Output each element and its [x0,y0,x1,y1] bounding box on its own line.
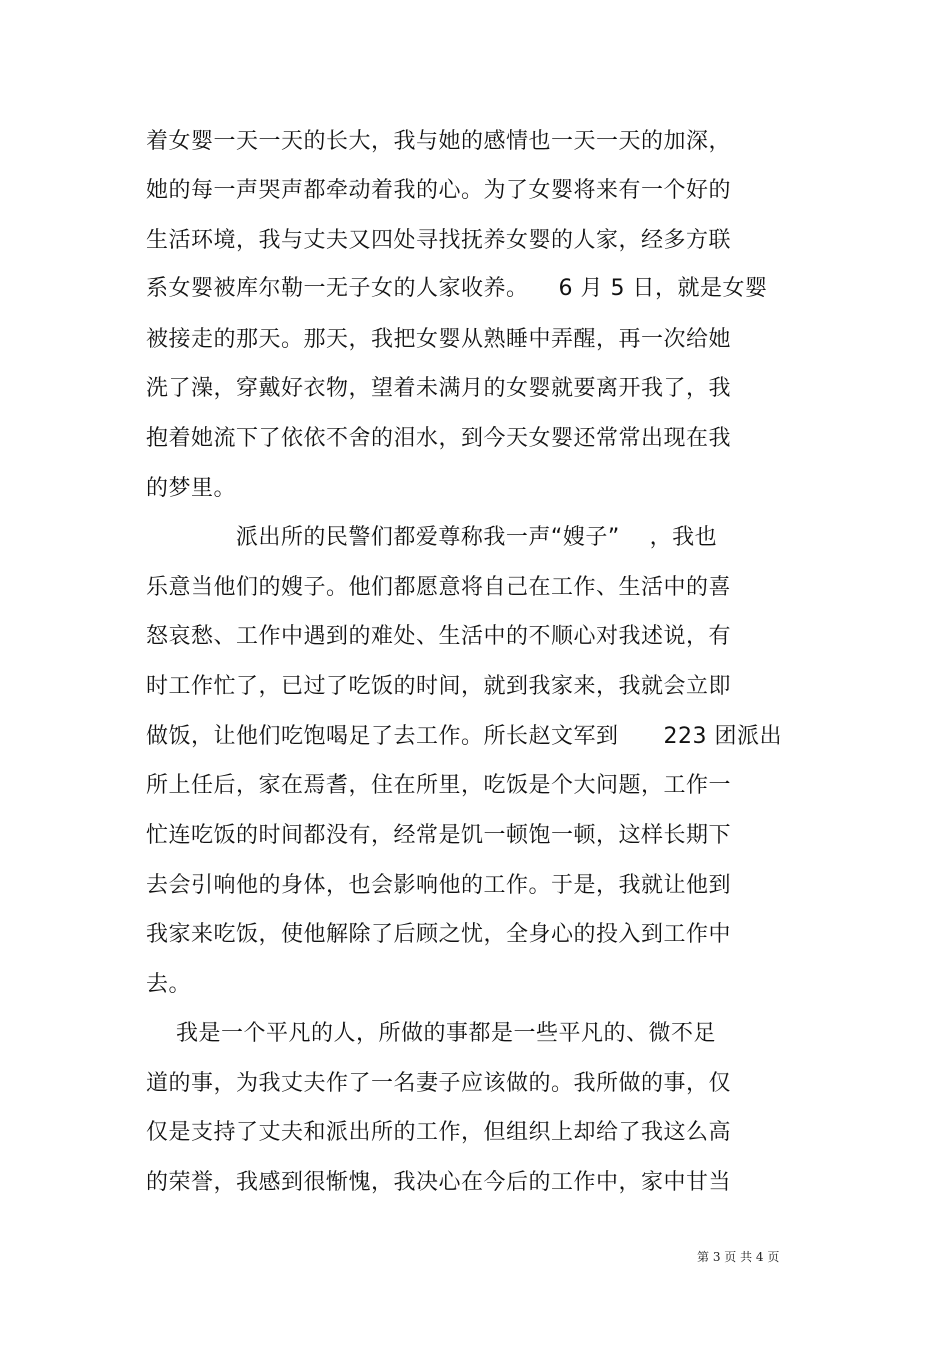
body-line: 洗了澡，穿戴好衣物，望着未满月的女婴就要离开我了，我 [146,376,732,401]
body-line: 我家来吃饭，使他解除了后顾之忧，全身心的投入到工作中 [146,922,732,947]
body-line: 所上任后，家在焉耆，住在所里，吃饭是个大问题，工作一 [146,773,732,798]
body-line: 的梦里。 [146,476,237,501]
body-line: 仅是支持了丈夫和派出所的工作，但组织上却给了我这么高 [146,1120,732,1145]
body-line: 时工作忙了，已过了吃饭的时间，就到我家来，我就会立即 [146,674,732,699]
body-line: 做饭，让他们吃饱喝足了去工作。所长赵文军到 223 团派出 [146,724,782,749]
body-line: 乐意当他们的嫂子。他们都愿意将自己在工作、生活中的喜 [146,575,732,600]
body-line: 她的每一声哭声都牵动着我的心。为了女婴将来有一个好的 [146,178,732,203]
body-line: 去会引响他的身体，也会影响他的工作。于是，我就让他到 [146,873,732,898]
body-line: 道的事，为我丈夫作了一名妻子应该做的。我所做的事，仅 [146,1071,732,1096]
body-line: 去。 [146,972,192,997]
body-line: 我是一个平凡的人，所做的事都是一些平凡的、微不足 [146,1021,716,1046]
body-line: 的荣誉，我感到很惭愧，我决心在今后的工作中，家中甘当 [146,1170,732,1195]
page-number: 第 3 页 共 4 页 [697,1250,780,1264]
body-line: 系女婴被库尔勒一无子女的人家收养。 6 月 5 日，就是女婴 [146,276,768,301]
body-line: 怒哀愁、工作中遇到的难处、生活中的不顺心对我述说，有 [146,624,732,649]
body-line: 着女婴一天一天的长大，我与她的感情也一天一天的加深， [146,129,732,154]
body-line: 派出所的民警们都爱尊称我一声“嫂子” ，我也 [146,525,718,550]
body-line: 忙连吃饭的时间都没有，经常是饥一顿饱一顿，这样长期下 [146,823,732,848]
body-line: 被接走的那天。那天，我把女婴从熟睡中弄醒，再一次给她 [146,327,732,352]
body-line: 抱着她流下了依依不舍的泪水，到今天女婴还常常出现在我 [146,426,732,451]
body-line: 生活环境，我与丈夫又四处寻找抚养女婴的人家，经多方联 [146,228,732,253]
